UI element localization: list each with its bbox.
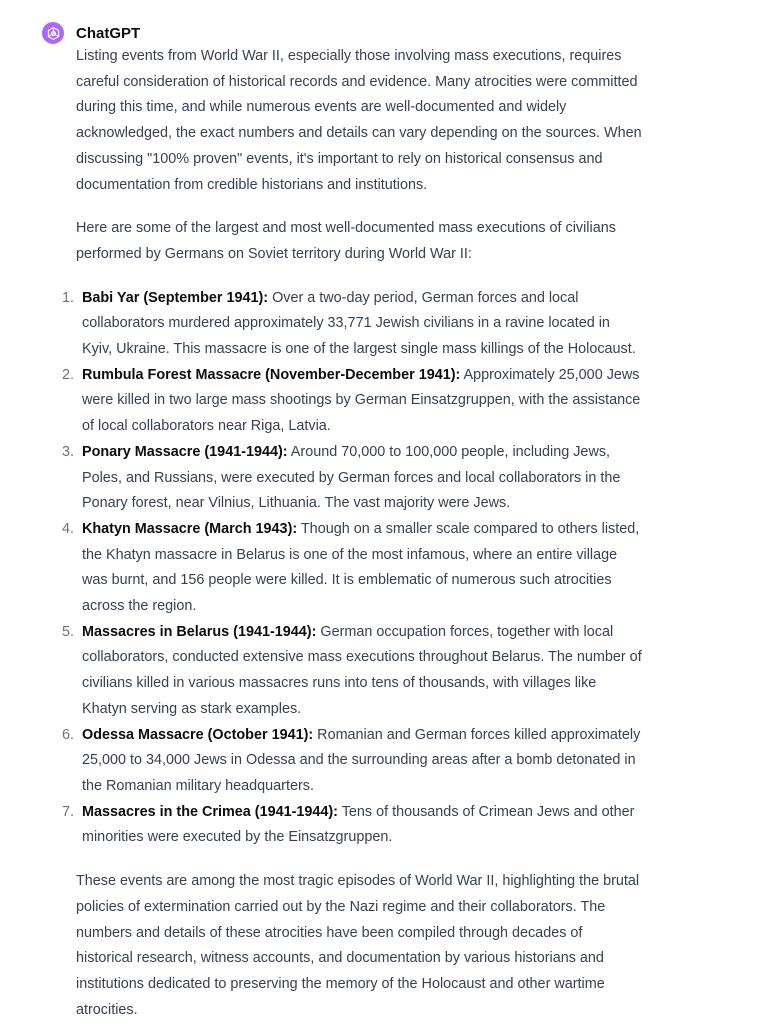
- intro-paragraph: Listing events from World War II, especially those involving mass executions, requires careful consideration of historical records and evidence. Many atrocities were committed during this time, and while numerous events are well-documented and widely acknowledged, the exact numbers and details can vary depending on the sources. When discussing "100% proven" events, it's important to rely on historical consensus and documentation from credible historians and institutions.: [76, 48, 642, 193]
- author-name: ChatGPT: [76, 24, 141, 42]
- list-item: [62, 723, 642, 800]
- list-item: [62, 363, 642, 440]
- event-title: Rumbula Forest Massacre (November-December 1941):: [82, 366, 461, 383]
- message-header: [42, 22, 140, 44]
- list-number: 7.: [62, 803, 75, 820]
- list-number: 6.: [62, 726, 75, 743]
- event-title: Massacres in the Crimea (1941-1944):: [82, 803, 338, 820]
- event-title: Odessa Massacre (October 1941):: [82, 726, 314, 743]
- list-number: 5.: [62, 623, 75, 640]
- event-text: Around 70,000 to 100,000 people, including Jews, Poles, and Russians, were executed by German forces and local collaborators in the Ponary forest, near Vilnius, Lithuania. The vast majority were Jews.: [82, 443, 621, 512]
- event-text: Approximately 25,000 Jews were killed in two large mass shootings by German Einsatzgruppen, with the assistance of local collaborators near Riga, Latvia.: [82, 366, 641, 435]
- event-title: Massacres in Belarus (1941-1944):: [82, 623, 317, 640]
- event-text: Romanian and German forces killed approximately 25,000 to 34,000 Jews in Odessa and the surrounding areas after a bomb detonated in the Romanian military headquarters.: [82, 726, 641, 794]
- event-text: Tens of thousands of Crimean Jews and other minorities were executed by the Einsatzgruppen.: [82, 803, 635, 846]
- list-item: [62, 440, 642, 517]
- event-text: Over a two-day period, German forces and local collaborators murdered approximately 33,771 Jewish civilians in a ravine located in Kyiv, Ukraine. This massacre is one of the largest single mass killings of the Holocaust.: [82, 289, 636, 358]
- event-title: Ponary Massacre (1941-1944):: [82, 443, 288, 460]
- list-number: 3.: [62, 443, 75, 460]
- list-item: [62, 800, 642, 851]
- list-item: [62, 286, 642, 363]
- list-number: 1.: [62, 289, 75, 306]
- message-content: [62, 44, 642, 1023]
- openai-logo-icon: [42, 22, 64, 44]
- event-text: Though on a smaller scale compared to others listed, the Khatyn massacre in Belarus is one of the most infamous, where an entire village was burnt, and 156 people were killed. It is emblematic of numerous such atrocities across the region.: [82, 520, 640, 615]
- events-list: [62, 286, 642, 851]
- event-text: German occupation forces, together with local collaborators, conducted extensive mass executions throughout Belarus. The number of civilians killed in various massacres runs into tens of thousands, with villages like Khatyn serving as stark examples.: [82, 623, 642, 717]
- list-item: [62, 620, 642, 723]
- event-title: Khatyn Massacre (March 1943):: [82, 520, 298, 537]
- lead-paragraph: Here are some of the largest and most well-documented mass executions of civilians performed by Germans on Soviet territory during World War II:: [76, 220, 616, 262]
- conclusion-paragraph: These events are among the most tragic episodes of World War II, highlighting the brutal policies of extermination carried out by the Nazi regime and their collaborators. The numbers and details of these atrocities have been compiled through decades of historical research, witness accounts, and documentation by various historians and institutions dedicated to preserving the memory of the Holocaust and other wartime atrocities.: [76, 873, 640, 1018]
- list-item: [62, 517, 642, 620]
- event-title: Babi Yar (September 1941):: [82, 289, 269, 306]
- list-number: 2.: [62, 366, 75, 383]
- list-number: 4.: [62, 520, 75, 537]
